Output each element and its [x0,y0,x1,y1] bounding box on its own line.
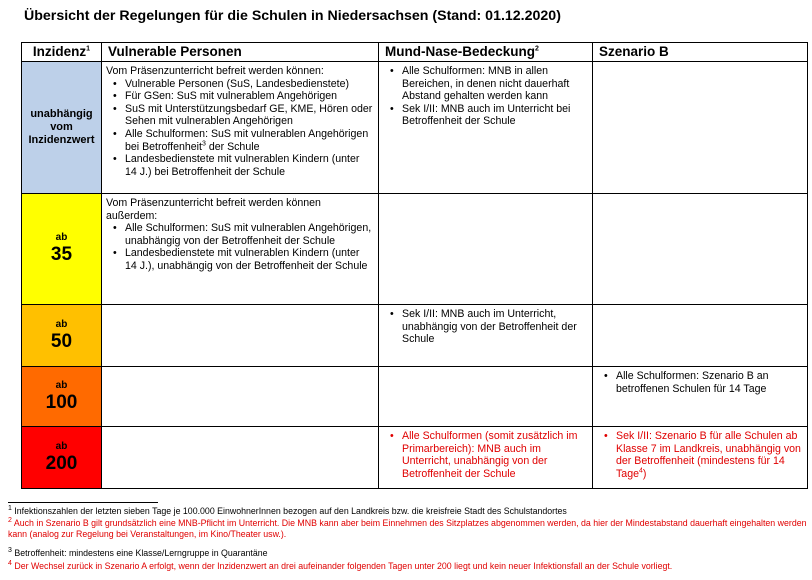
header-row [22,43,808,62]
vulnerable-cell [102,305,379,367]
list-item: • Alle Schulformen: SuS mit vulnerablen Angehörigen bei Betroffenheit$^3$ der Schule [106,128,374,153]
vulnerable-cell [102,427,379,489]
szenario-cell [593,305,808,367]
table-row [22,305,808,367]
footnote-divider [8,502,158,503]
level-cell-100: ab 100 [22,367,102,427]
mnb-cell [379,367,593,427]
level-cell-independent: unabhängig vom Inzidenzwert [22,62,102,194]
vulnerable-cell: Vom Präsenzunterricht befreit werden können außerdem: • Alle Schulformen: SuS mit vulnerablen Angehörigen, unabhängig von der Betroffenheit der Schule • Landesbedienstete mit vulnerablen Kindern (unter 14 J.), unabhängig von der Betroffenheit der Schule [102,194,379,305]
regulations-table [21,42,808,489]
page-title: Übersicht der Regelungen für die Schulen in Niedersachsen (Stand: 01.12.2020) [24,8,561,24]
list-item: • Landesbedienstete mit vulnerablen Kindern (unter 14 J.) bei Betroffenheit der Schule [106,153,374,178]
header-mnb: Mund-Nase-Bedeckung$^2$ [379,43,593,62]
szenario-cell [593,194,808,305]
list-item: • Alle Schulformen: SuS mit vulnerablen Angehörigen, unabhängig von der Betroffenheit der Schule [106,222,374,247]
szenario-cell [593,427,808,489]
list-item: • Alle Schulformen: MNB in allen Bereichen, in denen nicht dauerhaft Abstand gehalten werden kann [383,65,588,103]
szenario-cell [593,62,808,194]
list-item: • Sek I/II: MNB auch im Unterricht bei Betroffenheit der Schule [383,103,588,128]
footnote-1: $^1$ Infektionszahlen der letzten sieben Tage je 100.000 EinwohnerInnen bezogen auf den Landkreis bzw. die kreisfreie Stadt des Schulstandortes [8,505,567,516]
header-inzidenz: Inzidenz$^1$ [22,43,102,62]
mnb-cell [379,62,593,194]
vulnerable-cell: Vom Präsenzunterricht befreit werden können: • Vulnerable Personen (SuS, Landesbedienstete) • Für GSen: SuS mit vulnerablem Angehörigen • SuS mit Unterstützungsbedarf GE, KME, Hören oder Sehen mit vulnerablen Angehörigen • Alle Schulformen: SuS mit vulnerablen Angehörigen bei Betroffenheit$^3$ der Schule • Landesbedienstete mit vulnerablen Kindern (unter 14 J.) bei Betroffenheit der Schule [102,62,379,194]
footnote-3: $^3$ Betroffenheit: mindestens eine Klasse/Lerngruppe in Quarantäne [8,547,268,558]
list-item: • Sek I/II: Szenario B für alle Schulen ab Klasse 7 im Landkreis, unabhängig von der Betroffenheit (mindestens für 14 Tage$^4$) [597,430,803,480]
table-row [22,194,808,305]
list-item: • Sek I/II: MNB auch im Unterricht, unabhängig von der Betroffenheit der Schule [383,308,588,346]
mnb-cell [379,194,593,305]
level-cell-35: ab 35 [22,194,102,305]
footnote-2: $^2$ Auch in Szenario B gilt grundsätzlich eine MNB-Pflicht im Unterricht. Die MNB kann aber beim Einnehmen des Sitzplatzes abgenommen werden, da hier der Mindestabstand dauerhaft eingehalten werden kann (analog zur Regelung bei Veranstaltungen, im Kino/Theater usw.). [8,517,807,539]
list-item: • Alle Schulformen (somit zusätzlich im Primarbereich): MNB auch im Unterricht, unabhängig von der Betroffenheit der Schule [383,430,588,480]
list-item: • SuS mit Unterstützungsbedarf GE, KME, Hören oder Sehen mit vulnerablen Angehörigen [106,103,374,128]
table-row [22,62,808,194]
level-cell-50: ab 50 [22,305,102,367]
footnote-4: $^4$ Der Wechsel zurück in Szenario A erfolgt, wenn der Inzidenzwert an drei aufeinander folgenden Tagen unter 200 liegt und kein neuer Infektionsfall an der Schule vorliegt. [8,560,673,571]
header-vulnerable: Vulnerable Personen [102,43,379,62]
list-item: • Alle Schulformen: Szenario B an betroffenen Schulen für 14 Tage [597,370,803,395]
list-item: • Vulnerable Personen (SuS, Landesbedienstete) [106,78,374,91]
szenario-cell [593,367,808,427]
list-item: • Landesbedienstete mit vulnerablen Kindern (unter 14 J.), unabhängig von der Betroffenheit der Schule [106,247,374,272]
list-item: • Für GSen: SuS mit vulnerablem Angehörigen [106,90,374,103]
table-row [22,427,808,489]
level-cell-200: ab 200 [22,427,102,489]
mnb-cell [379,427,593,489]
header-szenario: Szenario B [593,43,808,62]
table-row [22,367,808,427]
mnb-cell [379,305,593,367]
vulnerable-cell [102,367,379,427]
